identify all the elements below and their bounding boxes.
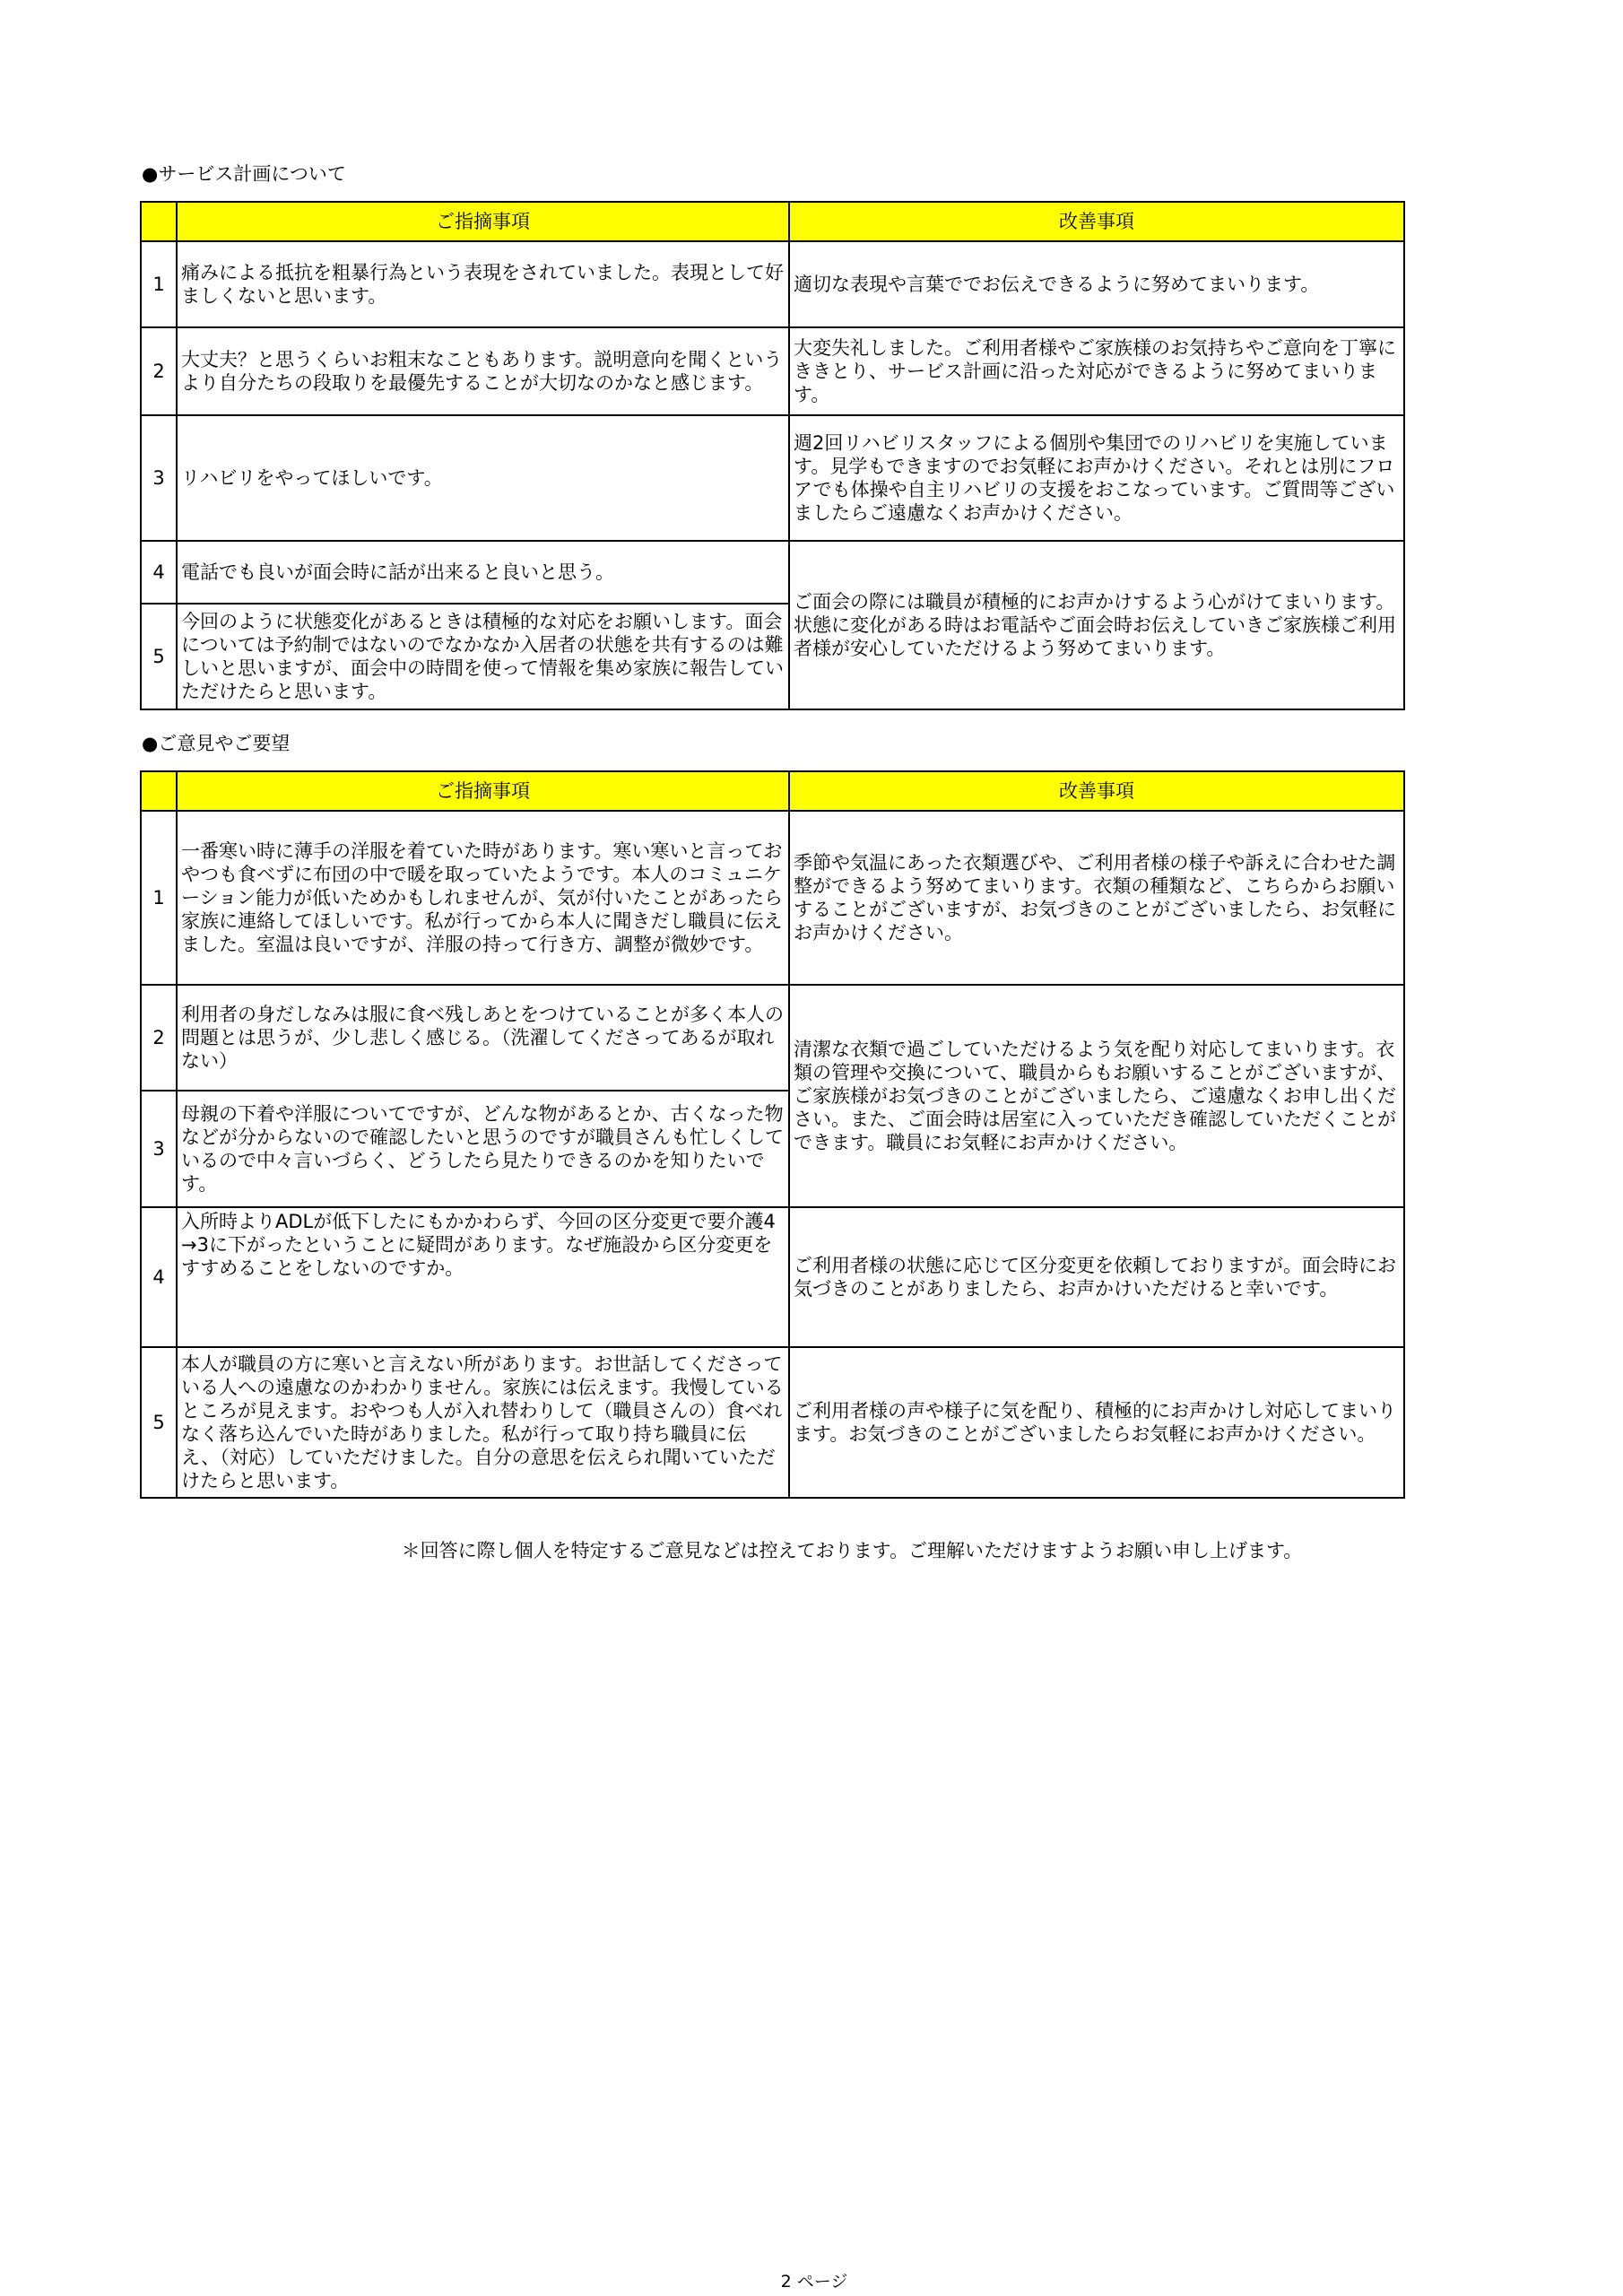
improvement-text-merged: 清潔な衣類で過ごしていただけるよう気を配り対応してまいります。衣類の管理や交換について、職員からもお願いすることがございますが、ご家族様がお気づきのことがございましたら、ご遠慮なくお申し出ください。また、ご面会時は居室に入っていただき確認していただくことができます。職員にお気軽にお声かけください。 <box>789 985 1404 1207</box>
point-text: 一番寒い時に薄手の洋服を着ていた時があります。寒い寒いと言っておやつも食べずに布団の中で暖を取っていたようです。本人のコミュニケーション能力が低いためかもしれませんが、気が付いたことがあったら家族に連絡してほしいです。私が行ってから本人に聞きだし職員に伝えました。室温は良いですが、洋服の持って行き方、調整が微妙です。 <box>177 811 789 985</box>
page-number: 2 ページ <box>780 2272 848 2292</box>
section-heading-service-plan: ●サービス計画について <box>142 163 346 185</box>
header-number-cell <box>141 771 177 811</box>
opinions-table <box>140 770 1405 1499</box>
row-number: 2 <box>141 327 177 415</box>
point-text: 大丈夫？と思うくらいお粗末なこともあります。説明意向を聞くというより自分たちの段取りを最優先することが大切なのかなと感じます。 <box>177 327 789 415</box>
row-number: 5 <box>141 1347 177 1498</box>
row-number: 3 <box>141 1091 177 1207</box>
point-text: 入所時よりADLが低下したにもかかわらず、今回の区分変更で要介護4→3に下がったということに疑問があります。なぜ施設から区分変更をすすめることをしないのですか。 <box>177 1207 789 1347</box>
point-text: 電話でも良いが面会時に話が出来ると良いと思う。 <box>177 541 789 604</box>
table-row <box>141 241 1404 327</box>
table-row <box>141 1347 1404 1498</box>
header-improvements: 改善事項 <box>789 202 1404 241</box>
table-row <box>141 811 1404 985</box>
header-improvements: 改善事項 <box>789 771 1404 811</box>
service-plan-table <box>140 201 1405 710</box>
header-number-cell <box>141 202 177 241</box>
header-points: ご指摘事項 <box>177 771 789 811</box>
row-number: 1 <box>141 241 177 327</box>
improvement-text: 週2回リハビリスタッフによる個別や集団でのリハビリを実施しています。見学もできますのでお気軽にお声かけください。それとは別にフロアでも体操や自主リハビリの支援をおこなっています。ご質問等ございましたらご遠慮なくお声かけください。 <box>789 415 1404 541</box>
table-row <box>141 415 1404 541</box>
row-number: 1 <box>141 811 177 985</box>
improvement-text: 大変失礼しました。ご利用者様やご家族様のお気持ちやご意向を丁寧にききとり、サービス計画に沿った対応ができるように努めてまいります。 <box>789 327 1404 415</box>
table-header-row <box>141 202 1404 241</box>
header-points: ご指摘事項 <box>177 202 789 241</box>
improvement-text: 季節や気温にあった衣類選びや、ご利用者様の様子や訴えに合わせた調整ができるよう努めてまいります。衣類の種類など、こちらからお願いすることがございますが、お気づきのことがございましたら、お気軽にお声かけください。 <box>789 811 1404 985</box>
table-row <box>141 1207 1404 1347</box>
table-row <box>141 985 1404 1091</box>
point-text: 利用者の身だしなみは服に食べ残しあとをつけていることが多く本人の問題とは思うが、少し悲しく感じる。（洗濯してくださってあるが取れない） <box>177 985 789 1091</box>
improvement-text-merged: ご面会の際には職員が積極的にお声かけするよう心がけてまいります。状態に変化がある時はお電話やご面会時お伝えしていきご家族様ご利用者様が安心していただけるよう努めてまいります。 <box>789 541 1404 709</box>
improvement-text: ご利用者様の状態に応じて区分変更を依頼しておりますが。面会時にお気づきのことがありましたら、お声かけいただけると幸いです。 <box>789 1207 1404 1347</box>
section-heading-opinions: ●ご意見やご要望 <box>142 733 291 754</box>
row-number: 4 <box>141 541 177 604</box>
improvement-text: ご利用者様の声や様子に気を配り、積極的にお声かけし対応してまいります。お気づきのことがございましたらお気軽にお声かけください。 <box>789 1347 1404 1498</box>
point-text: 母親の下着や洋服についてですが、どんな物があるとか、古くなった物などが分からないので確認したいと思うのですが職員さんも忙しくしているので中々言いづらく、どうしたら見たりできるのかを知りたいです。 <box>177 1091 789 1207</box>
point-text: 今回のように状態変化があるときは積極的な対応をお願いします。面会については予約制ではないのでなかなか入居者の状態を共有するのは難しいと思いますが、面会中の時間を使って情報を集め家族に報告していただけたらと思います。 <box>177 604 789 709</box>
row-number: 5 <box>141 604 177 709</box>
privacy-note: ＊回答に際し個人を特定するご意見などは控えております。ご理解いただけますようお願い申し上げます。 <box>401 1540 1303 1561</box>
point-text: 痛みによる抵抗を粗暴行為という表現をされていました。表現として好ましくないと思います。 <box>177 241 789 327</box>
table-row <box>141 327 1404 415</box>
improvement-text: 適切な表現や言葉ででお伝えできるように努めてまいります。 <box>789 241 1404 327</box>
row-number: 3 <box>141 415 177 541</box>
point-text: 本人が職員の方に寒いと言えない所があります。お世話してくださっている人への遠慮なのかわかりません。家族には伝えます。我慢しているところが見えます。おやつも人が入れ替わりして（職員さんの）食べれなく落ち込んでいた時がありました。私が行って取り持ち職員に伝え、（対応）していただけました。自分の意思を伝えられ聞いていただけたらと思います。 <box>177 1347 789 1498</box>
point-text: リハビリをやってほしいです。 <box>177 415 789 541</box>
row-number: 2 <box>141 985 177 1091</box>
table-header-row <box>141 771 1404 811</box>
table-row <box>141 541 1404 604</box>
row-number: 4 <box>141 1207 177 1347</box>
